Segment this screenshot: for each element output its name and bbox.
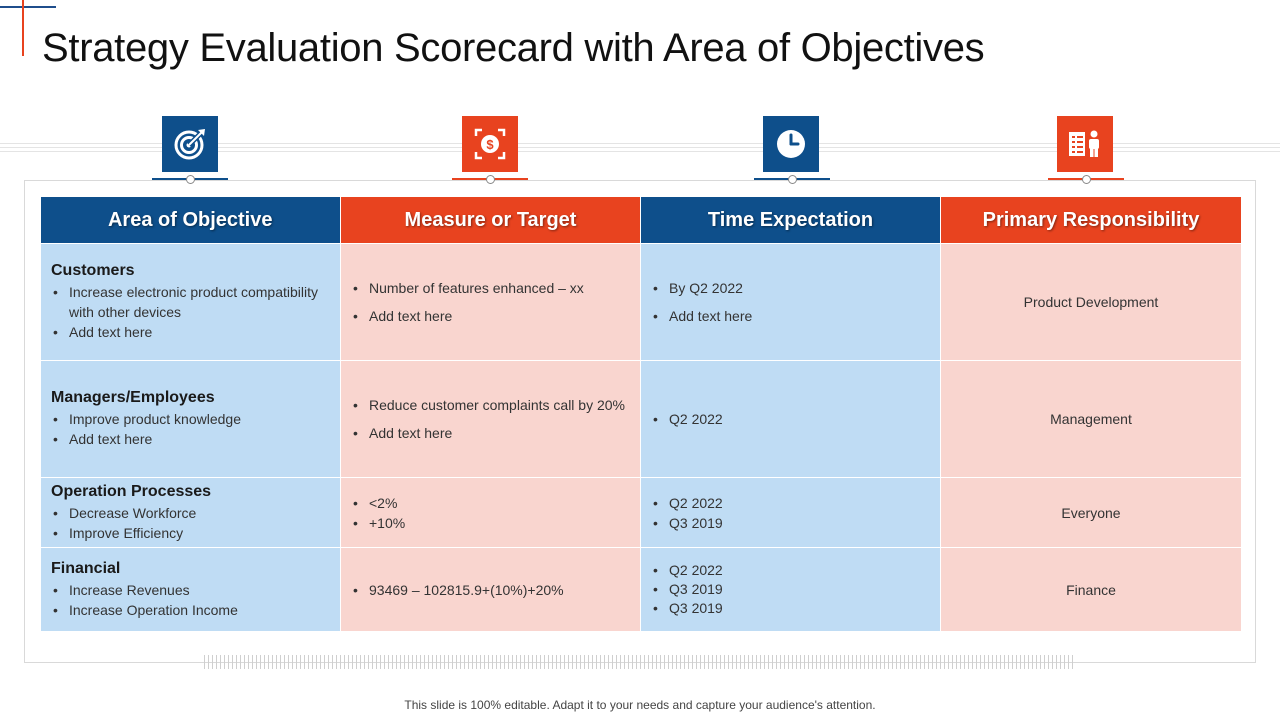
time-cell (641, 548, 941, 632)
list-item: • +10% (351, 513, 630, 533)
list-item: • Add text here (51, 322, 330, 342)
list-item: • 93469 – 102815.9+(10%)+20% (351, 580, 630, 600)
area-heading: Financial (51, 559, 121, 577)
list-item: • Q3 2019 (651, 599, 930, 618)
list-item: • Increase Revenues (51, 580, 330, 600)
list-item: • Decrease Workforce (51, 503, 330, 523)
measure-cell (341, 478, 641, 548)
area-cell (41, 244, 341, 361)
table-header-row (41, 197, 1242, 244)
page-title: Strategy Evaluation Scorecard with Area of Objectives (42, 26, 985, 70)
list-item: • Add text here (51, 429, 330, 449)
list-item: • Improve Efficiency (51, 523, 330, 543)
list-item: • Add text here (351, 419, 630, 447)
list-item: • Q2 2022 (651, 561, 930, 580)
list-item: • Reduce customer complaints call by 20% (351, 391, 630, 419)
area-heading: Managers/Employees (51, 389, 215, 406)
area-cell (41, 548, 341, 632)
measure-cell (341, 244, 641, 361)
time-cell (641, 361, 941, 478)
time-cell (641, 244, 941, 361)
header-measure-or-target: Measure or Target (341, 197, 641, 244)
table-row (41, 478, 1242, 548)
table-row (41, 548, 1242, 632)
checklist-person-icon (1057, 116, 1113, 172)
list-item: • <2% (351, 493, 630, 513)
responsibility-cell: Everyone (941, 478, 1242, 548)
header-primary-responsibility: Primary Responsibility (941, 197, 1242, 244)
clock-icon (763, 116, 819, 172)
scorecard-table (40, 197, 1242, 632)
list-item: • Q2 2022 (651, 409, 930, 429)
list-item: • By Q2 2022 (651, 274, 930, 302)
header-time-expectation: Time Expectation (641, 197, 941, 244)
corner-accent-vertical (22, 0, 24, 56)
measure-cell (341, 361, 641, 478)
decorative-hatch (204, 655, 1076, 669)
responsibility-cell: Finance (941, 548, 1242, 632)
connector-dot (1082, 175, 1091, 184)
connector-dot (486, 175, 495, 184)
list-item: • Number of features enhanced – xx (351, 274, 630, 302)
footer-note: This slide is 100% editable. Adapt it to your needs and capture your audience's attention. (404, 698, 876, 712)
list-item: • Improve product knowledge (51, 409, 330, 429)
list-item: • Increase electronic product compatibility with other devices (51, 282, 330, 322)
target-icon (162, 116, 218, 172)
area-cell (41, 478, 341, 548)
table-row (41, 244, 1242, 361)
list-item: • Q2 2022 (651, 493, 930, 513)
list-item: • Q3 2019 (651, 580, 930, 599)
dollar-target-icon (462, 116, 518, 172)
area-heading: Operation Processes (51, 482, 212, 500)
measure-cell (341, 548, 641, 632)
svg-text:$: $ (486, 137, 494, 152)
list-item: • Increase Operation Income (51, 600, 330, 620)
responsibility-cell: Product Development (941, 244, 1242, 361)
area-cell (41, 361, 341, 478)
table-row (41, 361, 1242, 478)
responsibility-cell: Management (941, 361, 1242, 478)
time-cell (641, 478, 941, 548)
header-area-of-objective: Area of Objective (41, 197, 341, 244)
list-item: • Add text here (651, 302, 930, 330)
list-item: • Add text here (351, 302, 630, 330)
corner-accent-horizontal (0, 6, 56, 8)
area-heading: Customers (51, 262, 135, 279)
connector-dot (788, 175, 797, 184)
connector-dot (186, 175, 195, 184)
list-item: • Q3 2019 (651, 513, 930, 533)
